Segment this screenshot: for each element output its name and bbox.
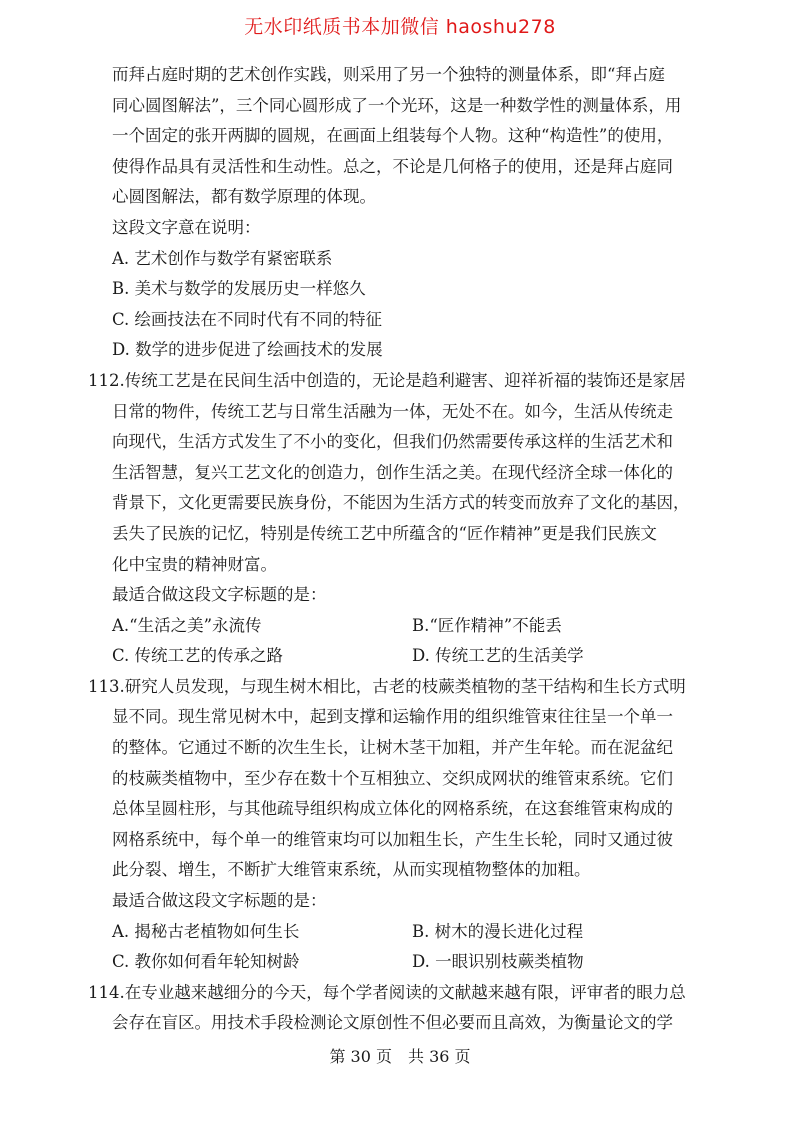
passage-line: 的枝蕨类植物中，至少存在数十个互相独立、交织成网状的维管束系统。它们 — [112, 768, 673, 788]
question-112 — [88, 366, 717, 672]
option-b: B. 美术与数学的发展历史一样悠久 — [112, 279, 366, 299]
question-111-continuation — [112, 60, 717, 366]
option-c: C. 传统工艺的传承之路 — [112, 646, 284, 666]
passage-line: 向现代，生活方式发生了不小的变化，但我们仍然需要传承这样的生活艺术和 — [112, 432, 673, 452]
passage-line: 化中宝贵的精神财富。 — [112, 554, 277, 574]
passage-line: 总体呈圆柱形，与其他疏导组织构成立体化的网格系统，在这套维管束构成的 — [112, 799, 673, 819]
passage-line-first — [88, 978, 717, 1009]
passage-line-first — [88, 366, 717, 397]
option-b: B. 树木的漫长进化过程 — [412, 921, 584, 941]
question-number: 113. — [88, 676, 125, 696]
option-a: A.“生活之美”永流传 — [112, 615, 262, 635]
passage-line: 而拜占庭时期的艺术创作实践，则采用了另一个独特的测量体系，即“拜占庭 — [112, 65, 665, 84]
passage-line: 一个固定的张开两脚的圆规，在画面上组装每个人物。这种“构造性”的使用， — [112, 126, 674, 146]
question-number: 112. — [88, 370, 125, 390]
passage-line: 显不同。现生常见树木中，起到支撑和运输作用的组织维管束往往呈一个单一 — [112, 707, 673, 727]
passage-line: 心圆图解法，都有数学原理的体现。 — [112, 187, 376, 207]
passage-line: 的整体。它通过不断的次生生长，让树木茎干加粗，并产生年轮。而在泥盆纪 — [112, 738, 673, 758]
options-grid — [112, 917, 717, 978]
option-b: B.“匠作精神”不能丢 — [412, 615, 562, 635]
passage-line-first — [88, 672, 717, 703]
passage-line: 生活智慧，复兴工艺文化的创造力，创作生活之美。在现代经济全球一体化的 — [112, 462, 673, 482]
option-d: D. 一眼识别枝蕨类植物 — [412, 952, 584, 972]
passage-line: 网格系统中，每个单一的维管束均可以加粗生长，产生生长轮，同时又通过彼 — [112, 829, 673, 849]
option-a: A. 揭秘古老植物如何生长 — [112, 921, 300, 941]
watermark-text: 无水印纸质书本加微信 haoshu278 — [244, 16, 556, 38]
options-grid — [112, 611, 717, 672]
passage-line: 丢失了民族的记忆，特别是传统工艺中所蕴含的“匠作精神”更是我们民族文 — [112, 523, 657, 543]
option-a: A. 艺术创作与数学有紧密联系 — [112, 248, 333, 268]
question-prompt: 最适合做这段文字标题的是： — [112, 585, 327, 605]
passage-112 — [88, 366, 717, 580]
question-113 — [88, 672, 717, 978]
question-number: 114. — [88, 982, 125, 1002]
question-prompt: 最适合做这段文字标题的是： — [112, 891, 327, 911]
option-d: D. 数学的进步促进了绘画技术的发展 — [112, 340, 383, 360]
passage-line: 背景下，文化更需要民族身份，不能因为生活方式的转变而放弃了文化的基因， — [112, 493, 690, 513]
question-prompt: 这段文字意在说明： — [112, 217, 261, 237]
option-c: C. 教你如何看年轮知树龄 — [112, 952, 300, 972]
option-d: D. 传统工艺的生活美学 — [412, 646, 584, 666]
page-content — [88, 60, 717, 1039]
passage-line: 日常的物件，传统工艺与日常生活融为一体，无处不在。如今，生活从传统走 — [112, 401, 673, 421]
option-c: C. 绘画技法在不同时代有不同的特征 — [112, 309, 383, 329]
page-number-footer: 第 30 页 共 36 页 — [329, 1047, 471, 1066]
passage-line: 同心圆图解法”，三个同心圆形成了一个光环，这是一种数学性的测量体系，用 — [112, 95, 682, 115]
passage-line: 会存在盲区。用技术手段检测论文原创性不但必要而且高效，为衡量论文的学 — [112, 1013, 673, 1033]
passage-line-text: 在专业越来越细分的今天，每个学者阅读的文献越来越有限，评审者的眼力总 — [124, 982, 686, 1002]
passage-line-text: 传统工艺是在民间生活中创造的，无论是趋利避害、迎祥祈福的装饰还是家居 — [124, 370, 686, 390]
passage-111 — [112, 60, 717, 213]
question-114 — [88, 978, 717, 1039]
passage-113 — [88, 672, 717, 886]
passage-line: 此分裂、增生，不断扩大维管束系统，从而实现植物整体的加粗。 — [112, 860, 591, 880]
passage-line: 使得作品具有灵活性和生动性。总之，不论是几何格子的使用，还是拜占庭同 — [112, 156, 673, 176]
passage-line-text: 研究人员发现，与现生树木相比，古老的枝蕨类植物的茎干结构和生长方式明 — [124, 676, 686, 696]
passage-114 — [88, 978, 717, 1039]
